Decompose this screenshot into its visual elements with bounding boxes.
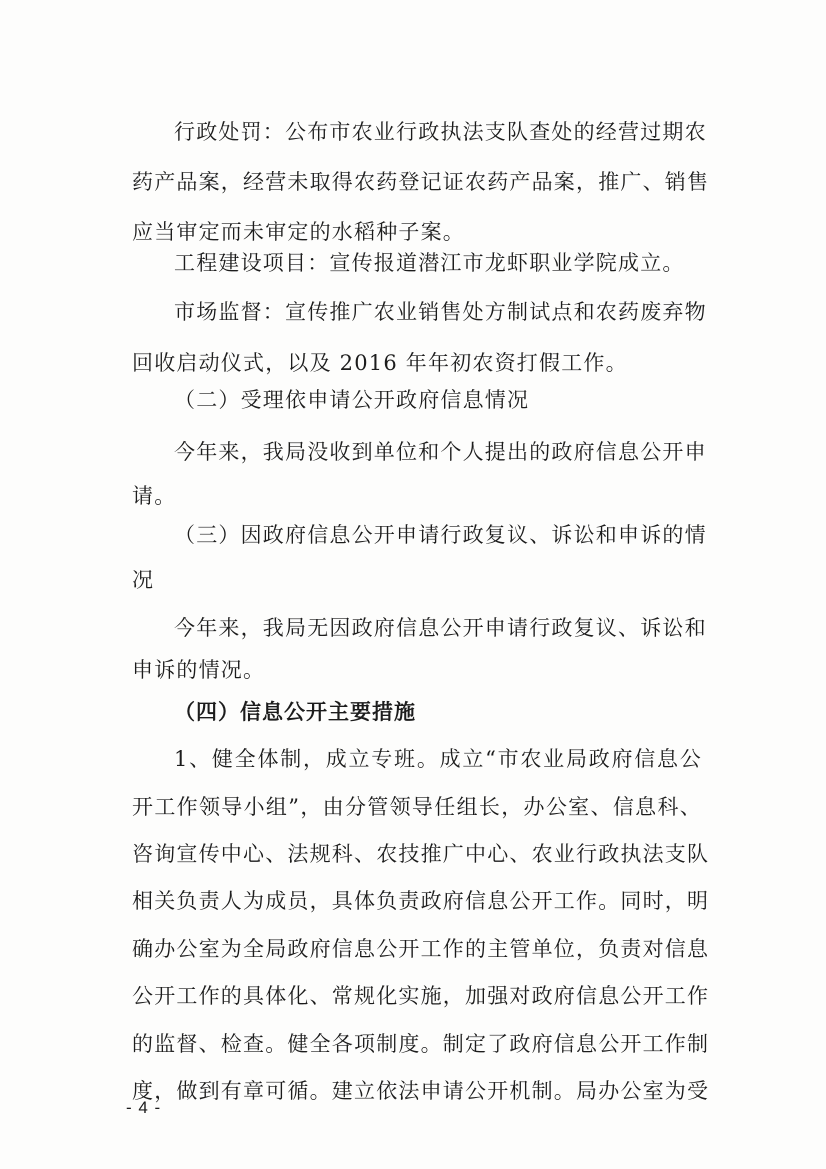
paragraph-line: 行政处罚：公布市农业行政执法支队查处的经营过期农	[174, 120, 707, 144]
paragraph-line: 的监督、检查。健全各项制度。制定了政府信息公开工作制	[132, 1032, 710, 1056]
paragraph-line: 公开工作的具体化、常规化实施，加强对政府信息公开工作	[132, 984, 710, 1008]
paragraph-line: 市场监督：宣传推广农业销售处方制试点和农药废弃物	[174, 300, 707, 324]
paragraph-line: 申诉的情况。	[132, 658, 266, 682]
section-heading: （三）因政府信息公开申请行政复议、诉讼和申诉的情	[174, 523, 707, 547]
paragraph-line: 工程建设项目：宣传报道潜江市龙虾职业学院成立。	[174, 251, 685, 275]
paragraph-line: 应当审定而未审定的水稻种子案。	[132, 220, 465, 244]
paragraph-line: 相关负责人为成员，具体负责政府信息公开工作。同时，明	[132, 889, 710, 913]
paragraph-line: 今年来，我局没收到单位和个人提出的政府信息公开申	[174, 440, 707, 464]
section-heading: 况	[132, 568, 155, 592]
paragraph-line: 度，做到有章可循。建立依法申请公开机制。局办公室为受	[132, 1079, 710, 1103]
paragraph-line: 开工作领导小组”，由分管领导任组长，办公室、信息科、	[132, 795, 702, 819]
paragraph-line: 请。	[132, 484, 177, 508]
paragraph-line: 今年来，我局无因政府信息公开申请行政复议、诉讼和	[174, 616, 707, 640]
paragraph-line: 1、健全体制，成立专班。成立“市农业局政府信息公	[174, 747, 702, 771]
page-number: - 4 -	[126, 1098, 162, 1117]
section-heading-bold: （四）信息公开主要措施	[174, 700, 416, 724]
paragraph-line: 回收启动仪式，以及 2016 年年初农资打假工作。	[132, 351, 628, 375]
paragraph-line: 药产品案，经营未取得农药登记证农药产品案，推广、销售	[132, 170, 710, 194]
paragraph-line: 确办公室为全局政府信息公开工作的主管单位，负责对信息	[132, 937, 710, 961]
paragraph-line: 咨询宣传中心、法规科、农技推广中心、农业行政执法支队	[132, 842, 710, 866]
section-heading: （二）受理依申请公开政府信息情况	[174, 388, 530, 412]
